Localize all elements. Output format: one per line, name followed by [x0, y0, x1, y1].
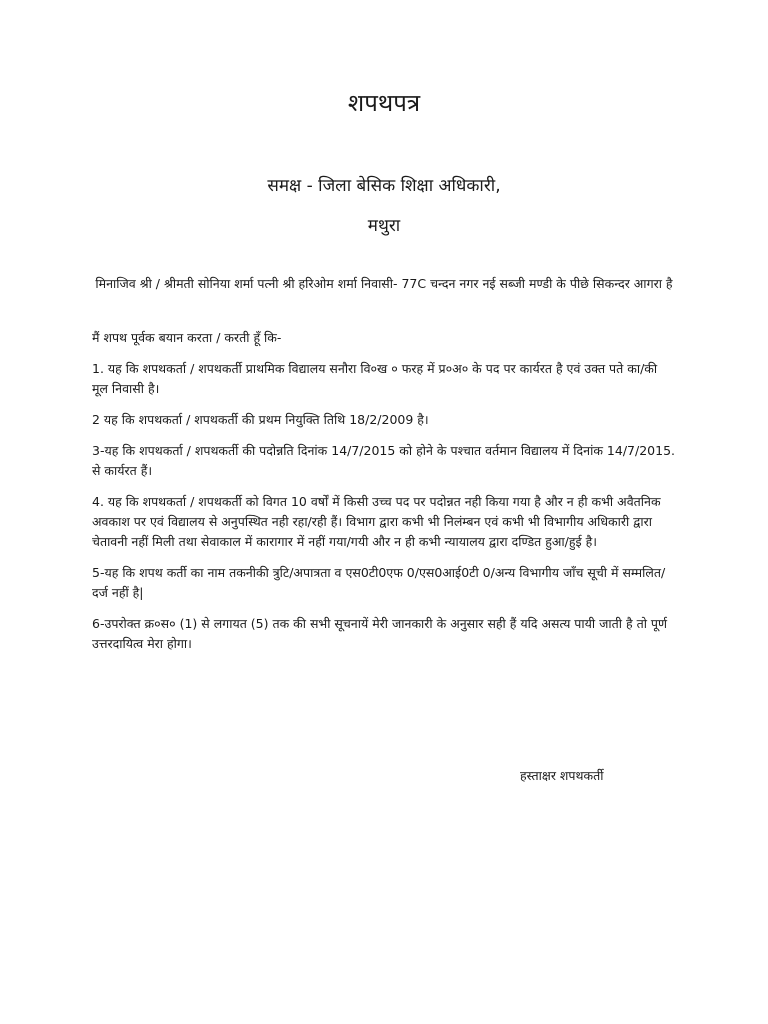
- addressee-line-2: मथुरा: [367, 216, 401, 236]
- paragraph-2: 2 यह कि शपथकर्ता / शपथकर्ती की प्रथम नियुक्ति तिथि 18/2/2009 है।: [92, 412, 429, 427]
- paragraph-6: 6-उपरोक्त क्र०स० (1) से लगायत (5) तक की सभी सूचनायें मेरी जानकारी के अनुसार सही हैं यदि असत्य पायी जाती है तो पूर्ण उत्तरदायित्व मेरा होगा।: [92, 616, 668, 651]
- paragraph-1: 1. यह कि शपथकर्ता / शपथकर्ती प्राथमिक विद्यालय सनौरा वि०ख ० फरह में प्र०अ० के पद पर कार्यरत है एवं उक्त पते का/की मूल निवासी है।: [92, 361, 658, 396]
- declaration-line: मैं शपथ पूर्वक बयान करता / करती हूँ कि-: [92, 330, 282, 345]
- signature-label: हस्ताक्षर शपथकर्ती: [520, 768, 604, 783]
- addressee-block: [0, 166, 768, 246]
- paragraph-3: 3-यह कि शपथकर्ता / शपथकर्ती की पदोन्नति दिनांक 14/7/2015 को होने के पश्चात वर्तमान विद्यालय में दिनांक 14/7/2015. से कार्यरत हैं।: [92, 443, 675, 478]
- addressee-line-1: समक्ष - जिला बेसिक शिक्षा अधिकारी,: [267, 176, 501, 196]
- affidavit-body: [92, 328, 676, 665]
- document-title: शपथपत्र: [347, 89, 421, 117]
- paragraph-5: 5-यह कि शपथ कर्ती का नाम तकनीकी त्रुटि/अपात्रता व एस0टी0एफ 0/एस0आई0टी 0/अन्य विभागीय जाँच सूची में सम्मलित/ दर्ज नहीं है|: [92, 565, 666, 600]
- paragraph-4: 4. यह कि शपथकर्ता / शपथकर्ती को विगत 10 वर्षों में किसी उच्च पद पर पदोन्नत नही किया गया है और न ही कभी अवैतनिक अवकाश पर एवं विद्यालय से अनुपस्थित नही रहा/रही हैं। विभाग द्वारा कभी भी निलंम्बन एवं कभी भी विभागीय अधिकारी द्वारा चेतावनी नहीं मिली तथा सेवाकाल में कारागार में नहीं गया/गयी और न ही कभी न्यायालय द्वारा दण्डित हुआ/हुई है।: [92, 494, 661, 549]
- deponent-intro: मिनाजिव श्री / श्रीमती सोनिया शर्मा पत्नी श्री हरिओम शर्मा निवासी- 77C चन्दन नगर नई सब्जी मण्डी के पीछे सिकन्दर आगरा है: [95, 276, 673, 291]
